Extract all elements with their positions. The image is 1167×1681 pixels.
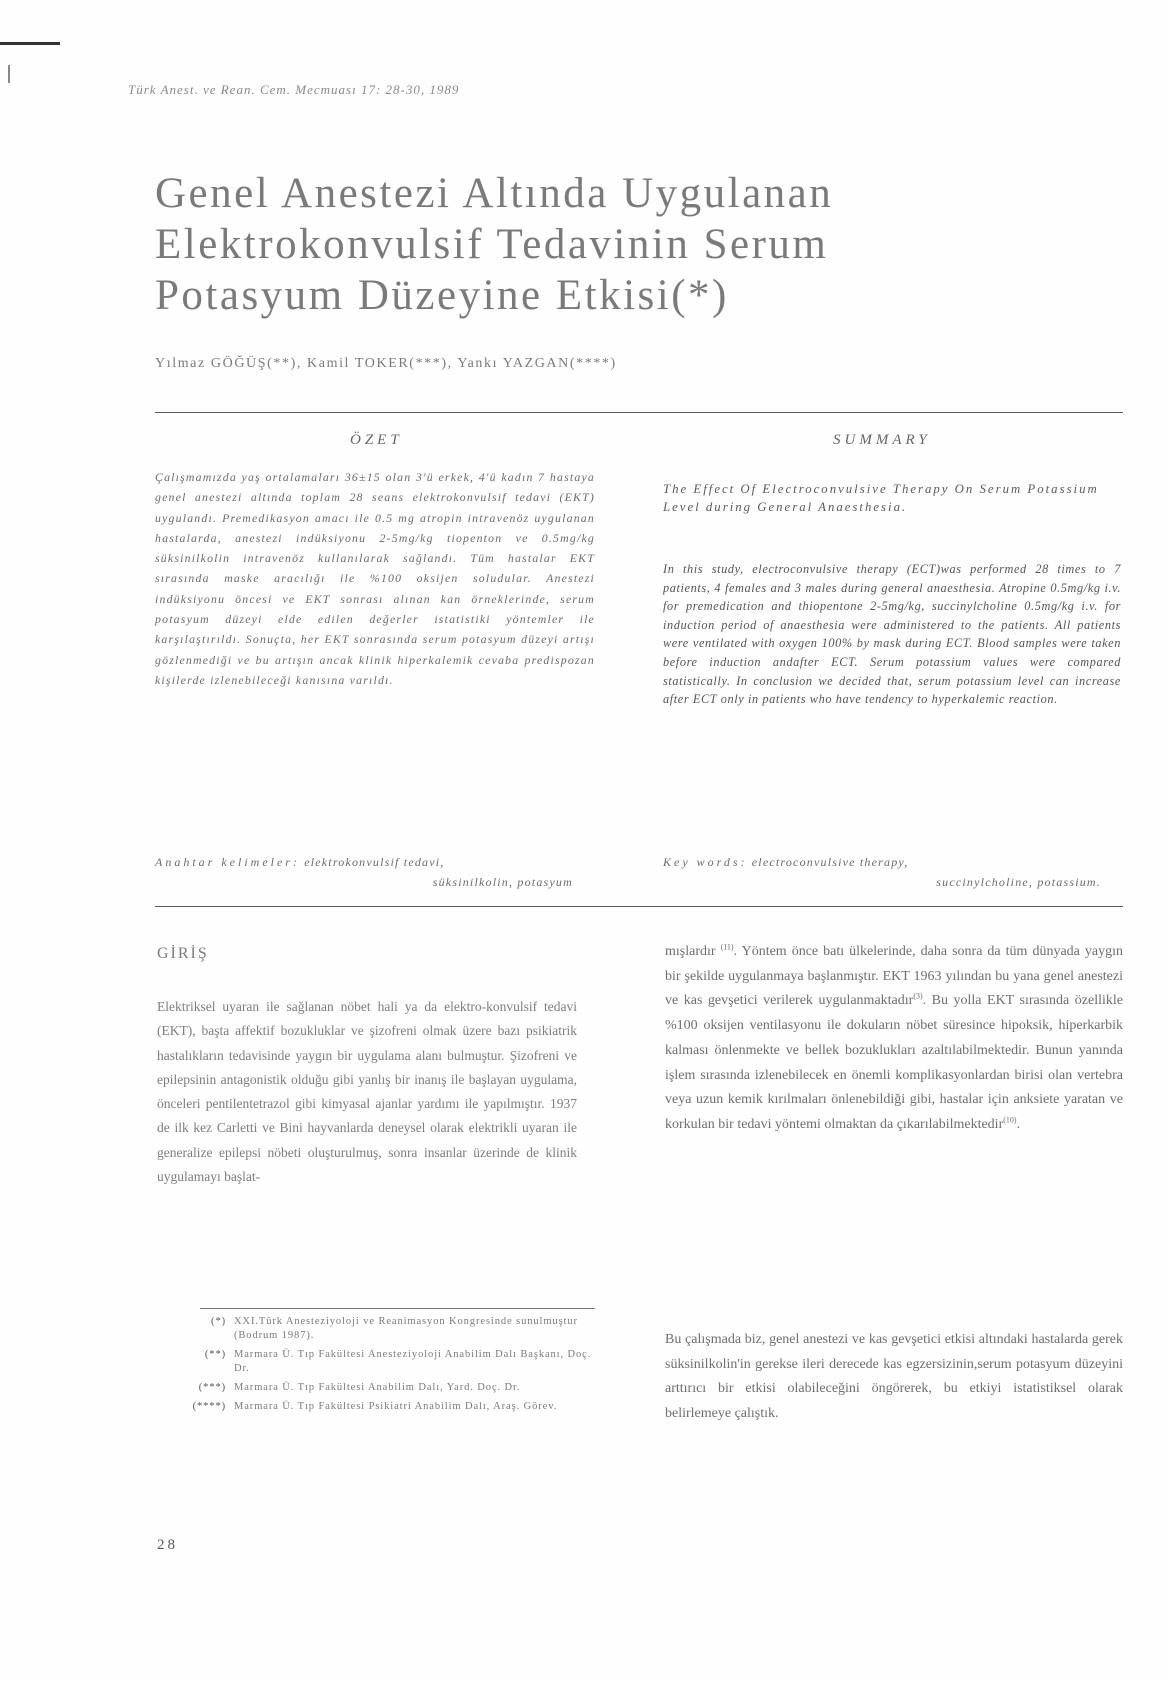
footnote-text: Marmara Ü. Tıp Fakültesi Anabilim Dalı, Yard. Doç. Dr. xyxy=(234,1382,521,1393)
header-divider xyxy=(155,412,1123,413)
footnote-marker: (***) xyxy=(198,1382,226,1393)
keywords-tr-line2: süksinilkolin, potasyum xyxy=(432,875,573,889)
footnote-text: Marmara Ü. Tıp Fakültesi Anesteziyoloji Anabilim Dalı Başkanı, Doç. Dr. xyxy=(234,1349,592,1374)
scan-artifact-mark xyxy=(0,42,60,45)
abstract-tr-text: Çalışmamızda yaş ortalamaları 36±15 olan 3'ü erkek, 4'ü kadın 7 hastaya genel anestezi altında toplam 28 seans elektrokonvulsif tedavi (EKT) uygulandı. Premedikasyon amacı ile 0.5 mg atropin intravenöz uygulanan hastalarda, anestezi indüksiyonu 2-5mg/kg tiopenton ve 0.5mg/kg süksinilkolin intravenöz kullanılarak sağlandı. Tüm hastalar EKT sırasında maske aracılığı ile %100 oksijen soludular. Anestezi indüksiyonu öncesi ve EKT sonrası alınan kan örneklerinde, serum potasyum düzeyi elde edilen değerler istatistiki yöntemler ile karşılaştırıldı. Sonuçta, her EKT sonrasında serum potasyum düzeyi artışı gözlenmediği ve bu artışın ancak klinik hiperkalemik cevaba predispozan kişilerde izlenebileceği kanısına varıldı. xyxy=(155,470,595,687)
body-text-span: . Yöntem önce batı ülkelerinde, daha sonra da tüm dünyada yaygın bir şekilde uygulanmaya başlanmıştır. EKT 1963 yılından bu yana genel anestezi ve kas gevşetici verilerek uygulanmaktadır xyxy=(665,944,1123,1009)
footnote-text: XXI.Türk Anesteziyoloji ve Reanimasyon Kongresinde sunulmuştur (Bodrum 1987). xyxy=(234,1316,578,1341)
body-paragraph-right-2: Bu çalışmada biz, genel anestezi ve kas gevşetici etkisi altındaki hastalarda gerek süksinilkolin'in gerekse ileri derecede kas egzersizinin,serum potasyum düzeyini arttırıcı bir etkisi olabileceğini öngörerek, bu etkiyi istatistiksel olarak belirlemeye çalıştık. xyxy=(665,1332,1123,1422)
body-text-span: mışlardır xyxy=(665,944,721,959)
reference-marker: (10) xyxy=(1003,1115,1017,1125)
abstract-en-text: In this study, electroconvulsive therapy (ECT)was performed 28 times to 7 patients, 4 females and 3 males during general anaesthesia. Atropine 0.5mg/kg i.v. for premedication and thiopentone 2-5mg/kg, succinylcholine 0.5mg/kg i.v. for induction period of anaesthesia were administered to the patients. All patients were ventilated with oxygen 100% by mask during ECT. Blood samples were taken before induction andafter ECT. Serum potassium values were compared statistically. In conclusion we decided that, serum potassium level can increase after ECT only in patients who have tendency to hyperkalemic reaction. xyxy=(663,562,1121,707)
abstract-divider xyxy=(155,906,1123,907)
section-heading-giris: GİRİŞ xyxy=(157,945,209,962)
page-number: 28 xyxy=(157,1537,178,1553)
footnote-item xyxy=(176,1315,606,1343)
abstract-en-heading: SUMMARY xyxy=(833,432,931,448)
scan-artifact-dot xyxy=(8,65,10,83)
journal-citation: Türk Anest. ve Rean. Cem. Mecmuası 17: 28-30, 1989 xyxy=(128,82,460,97)
article-authors: Yılmaz GÖĞÜŞ(**), Kamil TOKER(***), Yankı YAZGAN(****) xyxy=(155,356,617,371)
footnote-marker: (****) xyxy=(192,1401,226,1412)
footnote-divider xyxy=(200,1308,595,1309)
body-text-span: . Bu yolla EKT sırasında özellikle %100 oksijen ventilasyonu ile dokuların nöbet süresince hipoksik, hiperkarbik kalması önlenmekte ve bellek bozuklukları azaltılabilmektedir. Bunun yanında işlem sırasında izlenebilecek en önemli komplikasyonlardan birisi olan vertebra veya uzun kemik kırılmaları önlenebildiği gibi, hastalar için anksiete yaratan ve korkulan bir tedavi yöntemi olmaktan da çıkarılabilmektedir xyxy=(665,993,1123,1132)
keywords-en-line1: electroconvulsive therapy, xyxy=(751,855,909,869)
footnote-marker: (**) xyxy=(204,1349,226,1360)
body-paragraph-left: Elektriksel uyaran ile sağlanan nöbet hali ya da elektro-konvulsif tedavi (EKT), başta affektif bozukluklar ve şizofreni olmak üzere bazı psikiatrik hastalıkların tedavisinde yaygın bir uygulama alanı bulmuştur. Şizofreni ve epilepsinin antagonistik olduğu gibi yanlış bir inanış ile başlayan uygulama, önceleri pentilentetrazol gibi kimyasal ajanlar yardımı ile yapılmıştır. 1937 de ilk kez Carletti ve Bini hayvanlarda deneysel olarak elektrikli uyaran ile generalize epilepsi nöbeti oluşturulmuş, sonra insanlar üzerinde de klinik uygulamayı başlat- xyxy=(157,999,577,1185)
keywords-en-line2: succinylcholine, potassium. xyxy=(936,875,1101,889)
footnote-item xyxy=(176,1381,606,1395)
footnote-list xyxy=(176,1315,606,1419)
keywords-en xyxy=(663,852,1123,892)
footnote-item xyxy=(176,1348,606,1376)
body-text-span: . xyxy=(1016,1116,1021,1132)
abstract-en-title: The Effect Of Electroconvulsive Therapy On Serum Potassium Level during General Anaesthesia. xyxy=(663,482,1099,514)
reference-marker: (3) xyxy=(913,991,923,1001)
body-paragraph-right-1 xyxy=(665,940,1123,1138)
footnote-marker: (*) xyxy=(211,1316,226,1327)
article-title: Genel Anestezi Altında Uygulanan Elektrokonvulsif Tedavinin Serum Potasyum Düzeyine Etkisi(*) xyxy=(155,170,834,319)
keywords-en-label: Key words: xyxy=(663,855,748,869)
footnote-text: Marmara Ü. Tıp Fakültesi Psikiatri Anabilim Dalı, Araş. Görev. xyxy=(234,1401,558,1412)
abstract-tr-heading: ÖZET xyxy=(350,432,403,448)
reference-marker: (11) xyxy=(720,942,734,952)
keywords-tr-label: Anahtar kelimeler: xyxy=(155,855,300,869)
footnote-item xyxy=(176,1400,606,1414)
keywords-tr-line1: elektrokonvulsif tedavi, xyxy=(304,855,445,869)
keywords-tr xyxy=(155,852,595,892)
